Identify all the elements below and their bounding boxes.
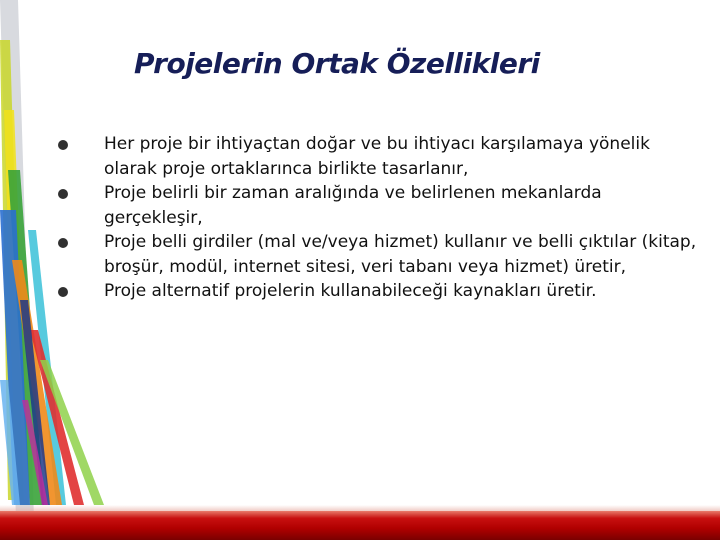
bullet-dot-icon [58,140,68,150]
bottom-bar [0,511,720,540]
bullet-text: Proje belli girdiler (mal ve/veya hizmet) kullanır ve belli çıktılar (kitap, broşür, modül, internet sitesi, veri tabanı veya hizmet) üretir, [104,232,697,277]
bullet-list [58,132,698,304]
bullet-text: Proje belirli bir zaman aralığında ve belirlenen mekanlarda gerçekleşir, [104,183,602,228]
bullet-dot-icon [58,287,68,297]
slide-title: Projelerin Ortak Özellikleri [134,47,540,80]
bullet-item [58,181,698,230]
bullet-dot-icon [58,238,68,248]
bullet-text: Her proje bir ihtiyaçtan doğar ve bu ihtiyacı karşılamaya yönelik olarak proje ortaklarınca birlikte tasarlanır, [104,134,650,179]
bullet-text: Proje alternatif projelerin kullanabileceği kaynakları üretir. [104,281,597,301]
bullet-item [58,279,698,304]
bullet-dot-icon [58,189,68,199]
bullet-item [58,132,698,181]
bullet-item [58,230,698,279]
